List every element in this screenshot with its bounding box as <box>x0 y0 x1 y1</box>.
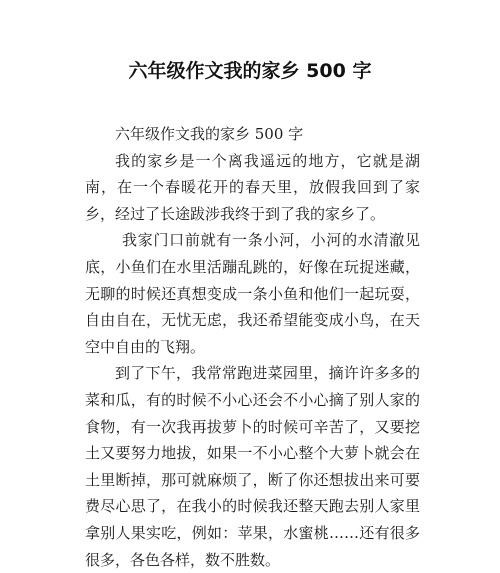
paragraph-subtitle: 六年级作文我的家乡 500 字 <box>115 125 304 143</box>
paragraph-intro: 我的家乡是一个离我遥远的地方，它就是湖南，在一个春暖花开的春天里，放假我回到了家乡，经过了长途跋涉我终于到了我的家乡了。 <box>85 151 420 223</box>
paragraph-garden: 到了下午，我常常跑进菜园里，摘许许多多的菜和瓜，有的时候不小心还会不小心摘了别人家的食物，有一次我再拔萝卜的时候可辛苦了，又要挖土又要努力地拔，如果一不小心整个大萝卜就会在土里断掉，那可就麻烦了，断了你还想拔出来可要费尽心思了，在我小的时候我还整天跑去别人家里拿别人果实吃，例如：苹果，水蜜桃……还有很多很多，各色各样，数不胜数。 <box>85 364 420 569</box>
paragraph-river: 我家门口前就有一条小河，小河的水清澈见底，小鱼们在水里活蹦乱跳的，好像在玩捉迷藏，无聊的时候还真想变成一条小鱼和他们一起玩耍，自由自在，无忧无虑，我还希望能变成小鸟，在天空中自由的飞翔。 <box>85 231 420 356</box>
document-body <box>85 121 420 573</box>
document-title: 六年级作文我的家乡 500 字 <box>128 60 372 82</box>
